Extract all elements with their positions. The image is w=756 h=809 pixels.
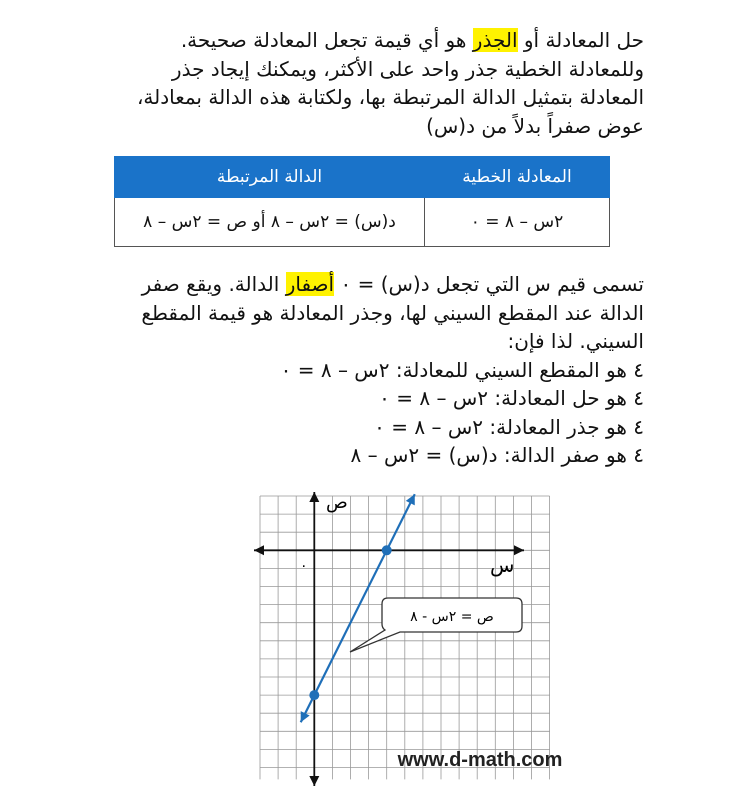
axes — [254, 492, 524, 786]
x-axis-arrow-left — [254, 545, 264, 555]
intro-text-2: هو أي قيمة تجعل المعادلة صحيحة. وللمعادلة الخطية جذر واحد على الأكثر، ويمكنك إيجاد جذر المعادلة بتمثيل الدالة المرتبطة بها، ولكتابة هذه الدالة بمعادلة، عوض صفراً بدلاً من د(س) — [136, 28, 644, 138]
y-axis-label: ص — [326, 492, 348, 513]
solution-line: ٤ هو حل المعادلة: ٢س – ٨ = ٠ — [379, 386, 644, 410]
x-intercept-line: ٤ هو المقطع السيني للمعادلة: ٢س – ٨ = ٠ — [280, 357, 644, 382]
function-graph — [240, 490, 563, 790]
zeros-highlight: أصفار — [285, 272, 335, 296]
y-intercept-point — [309, 690, 319, 700]
table-header-row — [115, 157, 610, 198]
table-row — [115, 198, 610, 247]
watermark: www.d-math.com — [397, 749, 563, 771]
x-axis-label: س — [490, 553, 515, 577]
x-intercept-point — [382, 545, 392, 555]
cell-function: د(س) = ٢س – ٨ أو ص = ٢س – ٨ — [115, 198, 425, 247]
origin-label: ٠ — [300, 558, 308, 574]
root-highlight: الجذر — [472, 28, 518, 52]
cell-equation: ٢س – ٨ = ٠ — [425, 198, 610, 247]
equation-label: ص = ٢س - ٨ — [410, 609, 494, 625]
root-line: ٤ هو جذر المعادلة: ٢س – ٨ = ٠ — [374, 414, 644, 439]
header-linear-equation: المعادلة الخطية — [425, 157, 610, 198]
equation-callout — [350, 598, 522, 652]
zeros-paragraph — [114, 270, 644, 470]
grid — [260, 496, 550, 779]
intro-paragraph — [114, 26, 644, 140]
y-axis-arrow-down — [309, 776, 319, 786]
zeros-text-1: تسمى قيم س التي تجعل د(س) = ٠ — [334, 272, 644, 296]
function-zero-line: ٤ هو صفر الدالة: د(س) = ٢س – ٨ — [350, 443, 644, 467]
zeros-text-2: الدالة. ويقع صفر الدالة عند المقطع السيني لها، وجذر المعادلة هو قيمة المقطع السيني. لذا فإن: — [141, 272, 644, 353]
y-axis-arrow — [309, 492, 319, 502]
x-axis-arrow — [514, 545, 524, 555]
header-related-function: الدالة المرتبطة — [115, 157, 425, 198]
intro-text-1: حل المعادلة أو — [517, 28, 644, 52]
linear-equation-table — [114, 156, 610, 247]
